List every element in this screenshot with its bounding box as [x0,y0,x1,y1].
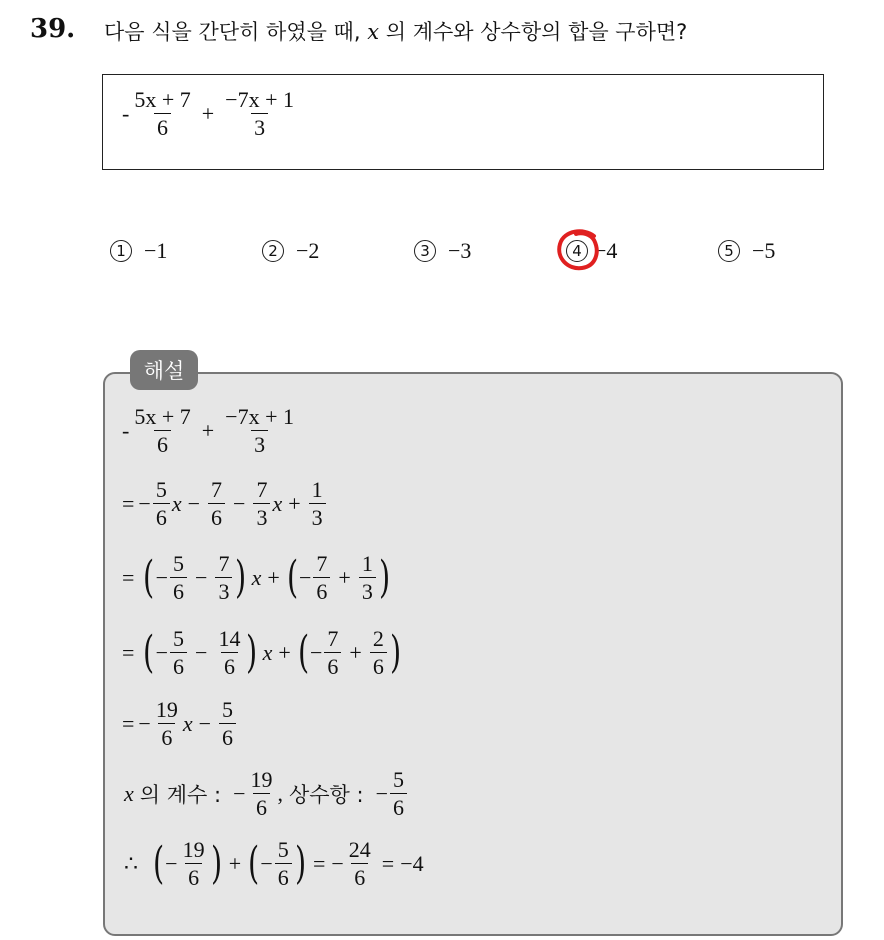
fraction [359,552,376,603]
fraction-numerator: 7 [218,551,230,576]
answer-choices [110,238,810,270]
fraction [370,627,387,678]
fraction-denominator: 6 [390,793,407,819]
fraction-numerator: 2 [372,626,384,651]
choice-5[interactable] [718,238,775,264]
fraction-denominator: 3 [251,430,268,456]
variable: x [262,639,273,665]
fraction-numerator: 19 [182,837,205,862]
operator: − [233,490,246,516]
variable: x [182,710,193,736]
left-paren: ( [248,837,260,889]
fraction-numerator: 19 [250,767,273,792]
expression-fraction-1 [131,88,193,139]
fraction-denominator: 3 [359,577,376,603]
fraction-numerator: 5x + 7 [134,87,191,112]
fraction-denominator: 3 [309,503,326,529]
fraction [170,552,187,603]
coefficient-label: 의 계수 : [139,782,222,807]
fraction-numerator: 5 [155,477,167,502]
choice-1[interactable] [110,238,167,264]
question-text-after: 의 계수와 상수항의 합을 구하면? [385,20,688,44]
explanation-tag: 해설 [130,350,198,390]
explanation-step-3 [122,552,391,603]
choice-value: −1 [144,238,168,263]
right-paren: ) [378,551,390,603]
equals: = [381,850,395,876]
equals: = [312,850,326,876]
constant-term-label: 상수항 : [288,782,364,807]
fraction [324,627,341,678]
equals: = [122,710,135,736]
fraction [131,405,193,456]
sign: − [309,639,323,665]
fraction [153,478,170,529]
operator: + [228,850,242,876]
fraction-denominator: 3 [215,577,232,603]
fraction-denominator: 6 [253,793,270,819]
left-paren: ( [153,837,165,889]
choice-value: −4 [594,238,618,263]
left-paren: ( [297,626,309,678]
operator: − [198,710,212,736]
fraction-numerator: 14 [218,626,241,651]
explanation-step-7 [124,838,424,889]
fraction-denominator: 6 [208,503,225,529]
choice-2[interactable] [262,238,319,264]
question-text-before: 다음 식을 간단히 하였을 때, [104,20,361,44]
fraction-denominator: 6 [324,652,341,678]
left-paren: ( [143,551,155,603]
explanation-step-4 [122,627,402,678]
equals: = [122,639,135,665]
expression-plus: + [201,100,215,126]
fraction-numerator: 1 [361,551,373,576]
expression-fraction-2 [222,88,297,139]
fraction-denominator: 6 [370,652,387,678]
fraction [180,838,208,889]
fraction-denominator: 3 [253,503,270,529]
expression [122,88,299,139]
sign: − [260,850,273,876]
fraction-numerator: −7x + 1 [225,87,294,112]
explanation-step-2 [122,478,328,529]
fraction-numerator: 7 [256,477,268,502]
right-paren: ) [294,837,306,889]
fraction-denominator: 6 [351,863,368,889]
right-paren: ) [246,626,258,678]
left-paren: ( [143,626,155,678]
right-paren: ) [210,837,222,889]
question-variable: x [367,20,380,44]
sign: − [138,490,151,516]
fraction-denominator: 6 [153,503,170,529]
comma: , [277,780,283,806]
fraction [153,698,181,749]
fraction [253,478,270,529]
fraction-denominator: 6 [158,723,175,749]
therefore-symbol: ∴ [124,850,138,876]
fraction [275,838,292,889]
right-paren: ) [389,626,401,678]
sign: − [155,639,169,665]
fraction-denominator: 6 [185,863,202,889]
choice-value: −2 [296,238,320,263]
operator: − [195,564,208,590]
variable: x [124,780,134,806]
answer-circle-mark-icon [554,226,604,274]
fraction [219,698,236,749]
fraction-denominator: 6 [221,652,238,678]
sign: - [122,417,130,443]
variable: x [251,564,262,590]
equals: = [122,490,135,516]
explanation-step-6 [124,768,409,819]
fraction-numerator: 5 [393,767,405,792]
right-paren: ) [235,551,247,603]
fraction [215,552,232,603]
fraction-numerator: −7x + 1 [225,404,294,429]
fraction-numerator: 5x + 7 [134,404,191,429]
question-text [104,16,687,46]
fraction [313,552,330,603]
fraction-numerator: 5 [173,551,185,576]
fraction-numerator: 5 [173,626,185,651]
sign: − [233,780,246,806]
operator: + [201,417,215,443]
fraction-numerator: 19 [155,697,178,722]
choice-marker: 2 [262,240,284,262]
fraction [390,768,407,819]
fraction-numerator: 7 [211,477,223,502]
choice-marker: 5 [718,240,740,262]
sign: − [375,780,389,806]
fraction-numerator: 7 [327,626,339,651]
operator: − [195,639,208,665]
fraction-denominator: 3 [251,113,268,139]
fraction [247,768,275,819]
choice-marker: 1 [110,240,132,262]
choice-marker: 3 [414,240,436,262]
question-number: 39. [30,14,76,44]
fraction-numerator: 7 [316,551,328,576]
fraction-denominator: 6 [154,113,171,139]
operator: + [288,490,301,516]
fraction [346,838,374,889]
sign: − [298,564,312,590]
choice-value: −5 [752,238,776,263]
sign: − [165,850,178,876]
expression-lead-sign: - [122,100,130,126]
sign: − [138,710,151,736]
operator: + [278,639,291,665]
equals: = [122,564,135,590]
final-result: −4 [400,850,424,876]
operator: + [349,639,362,665]
fraction [215,627,243,678]
fraction-denominator: 6 [219,723,236,749]
operator: − [187,490,201,516]
fraction-numerator: 5 [222,697,234,722]
explanation-step-1 [122,405,299,456]
fraction-denominator: 6 [275,863,292,889]
fraction [222,405,297,456]
fraction-denominator: 6 [170,652,187,678]
choice-3[interactable] [414,238,471,264]
variable: x [272,490,283,516]
choice-value: −3 [448,238,472,263]
sign: − [331,850,344,876]
fraction-numerator: 24 [348,837,371,862]
variable: x [171,490,182,516]
sign: − [155,564,169,590]
fraction-numerator: 1 [311,477,323,502]
fraction-denominator: 6 [313,577,330,603]
fraction [170,627,187,678]
choice-marker: 4 [566,240,588,262]
fraction [208,478,225,529]
left-paren: ( [286,551,298,603]
operator: + [267,564,280,590]
fraction-numerator: 5 [277,837,289,862]
operator: + [338,564,351,590]
fraction-denominator: 6 [154,430,171,456]
fraction-denominator: 6 [170,577,187,603]
fraction [309,478,326,529]
explanation-step-5 [122,698,238,749]
